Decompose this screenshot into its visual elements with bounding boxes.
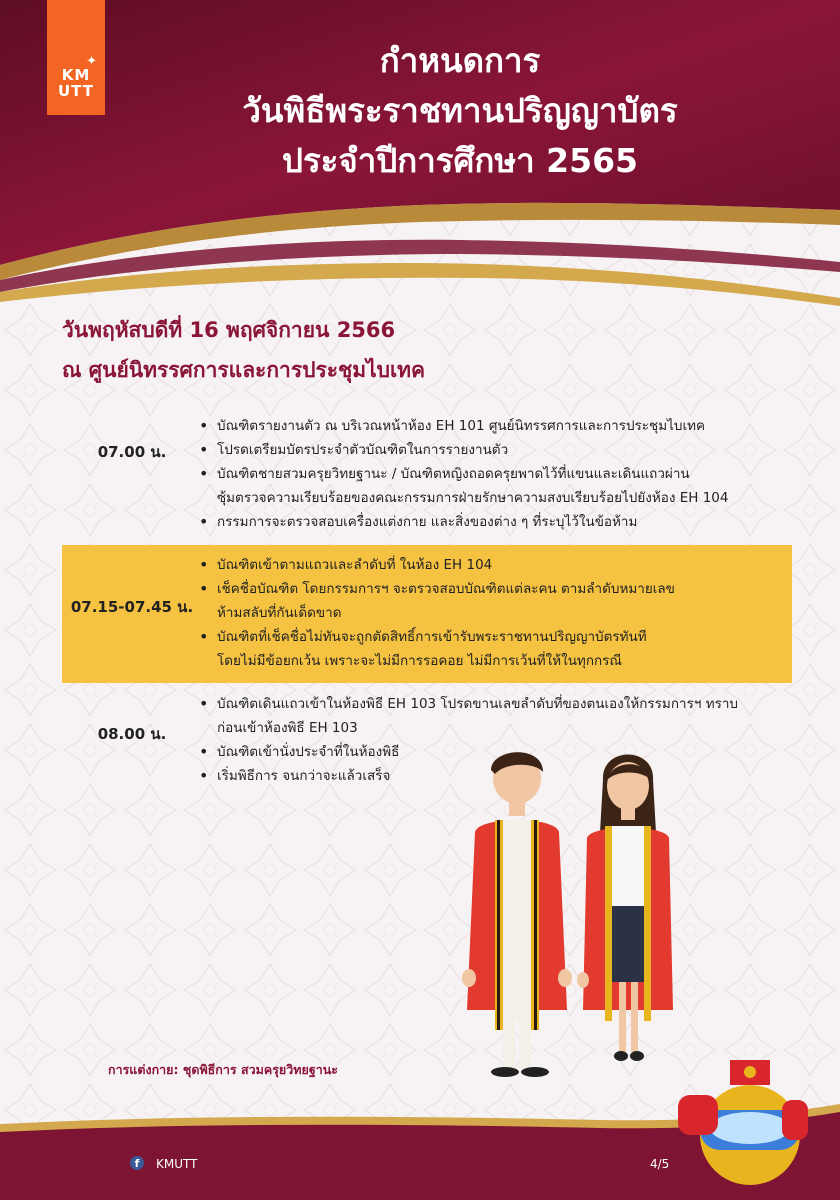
page-number: 4/5	[650, 1157, 670, 1171]
schedule-items	[199, 553, 675, 673]
schedule-item: • เช็คชื่อบัณฑิต โดยกรรมการฯ จะตรวจสอบบัณฑิตแต่ละคน ตามลำดับหมายเลข	[199, 577, 675, 601]
schedule-item: • บัณฑิตที่เช็คชื่อไม่ทันจะถูกตัดสิทธิ์การเข้ารับพระราชทานปริญญาบัตรทันที	[199, 625, 675, 649]
mascot-illustration	[670, 1040, 810, 1190]
schedule-item: • เริ่มพิธีการ จนกว่าจะแล้วเสร็จ	[199, 764, 738, 788]
schedule-item: • บัณฑิตเข้านั่งประจำที่ในห้องพิธี	[199, 740, 738, 764]
kmutt-logo	[47, 0, 105, 115]
logo-text-line1: KM	[61, 66, 91, 84]
schedule-item: • โปรดเตรียมบัตรประจำตัวบัณฑิตในการรายงานตัว	[199, 438, 729, 462]
schedule-item-continued: ห้ามสลับที่กันเด็ดขาด	[217, 605, 342, 621]
schedule-item: • บัณฑิตเดินแถวเข้าในห้องพิธี EH 103 โปรดขานเลขลำดับที่ของตนเองให้กรรมการฯ ทราบ	[199, 692, 738, 716]
sparkle-icon: ✦	[86, 54, 97, 69]
date-line: วันพฤหัสบดีที่ 16 พฤศจิกายน 2566	[62, 318, 396, 342]
logo-text-line2: UTT	[58, 82, 94, 100]
schedule-item: • บัณฑิตชายสวมครุยวิทยฐานะ / บัณฑิตหญิงถอดครุยพาดไว้ที่แขนและเดินแถวผ่าน	[199, 462, 729, 486]
schedule-time: 07.00 น.	[97, 443, 167, 461]
male-graduate	[462, 752, 572, 1077]
social-handle[interactable]: KMUTT	[156, 1157, 198, 1171]
page-title	[130, 36, 790, 186]
schedule-item-continued: โดยไม่มีข้อยกเว้น เพราะจะไม่มีการรอคอย ไม่มีการเว้นที่ให้ในทุกกรณี	[217, 653, 622, 669]
title-line-2: วันพิธีพระราชทานปริญญาบัตร	[242, 91, 678, 130]
title-line-3: ประจำปีการศึกษา 2565	[282, 141, 638, 180]
facebook-icon[interactable]: f	[130, 1156, 144, 1170]
schedule-item-continued: ซุ้มตรวจความเรียบร้อยของคณะกรรมการฝ่ายรักษาความสงบเรียบร้อยไปยังห้อง EH 104	[217, 490, 729, 506]
schedule-time: 08.00 น.	[97, 725, 167, 743]
date-venue	[62, 310, 425, 390]
schedule-time: 07.15-07.45 น.	[70, 598, 194, 616]
schedule-item: • กรรมการจะตรวจสอบเครื่องแต่งกาย และสิ่งของต่าง ๆ ที่ระบุไว้ในข้อห้าม	[199, 510, 729, 534]
schedule-row-1	[62, 410, 792, 540]
schedule-row-2	[62, 545, 792, 683]
schedule-item-continued: ก่อนเข้าห้องพิธี EH 103	[217, 720, 358, 736]
schedule-item: • บัณฑิตรายงานตัว ณ บริเวณหน้าห้อง EH 101 ศูนย์นิทรรศการและการประชุมไบเทค	[199, 414, 729, 438]
female-graduate	[577, 755, 673, 1062]
title-line-1: กำหนดการ	[379, 41, 541, 80]
graduates-illustration	[455, 740, 685, 1100]
venue-line: ณ ศูนย์นิทรรศการและการประชุมไบเทค	[62, 358, 426, 382]
schedule-items	[199, 414, 729, 534]
dress-code-note: การแต่งกาย: ชุดพิธีการ สวมครุยวิทยฐานะ	[108, 1062, 339, 1077]
schedule-item: • บัณฑิตเข้าตามแถวและลำดับที่ ในห้อง EH 104	[199, 553, 675, 577]
